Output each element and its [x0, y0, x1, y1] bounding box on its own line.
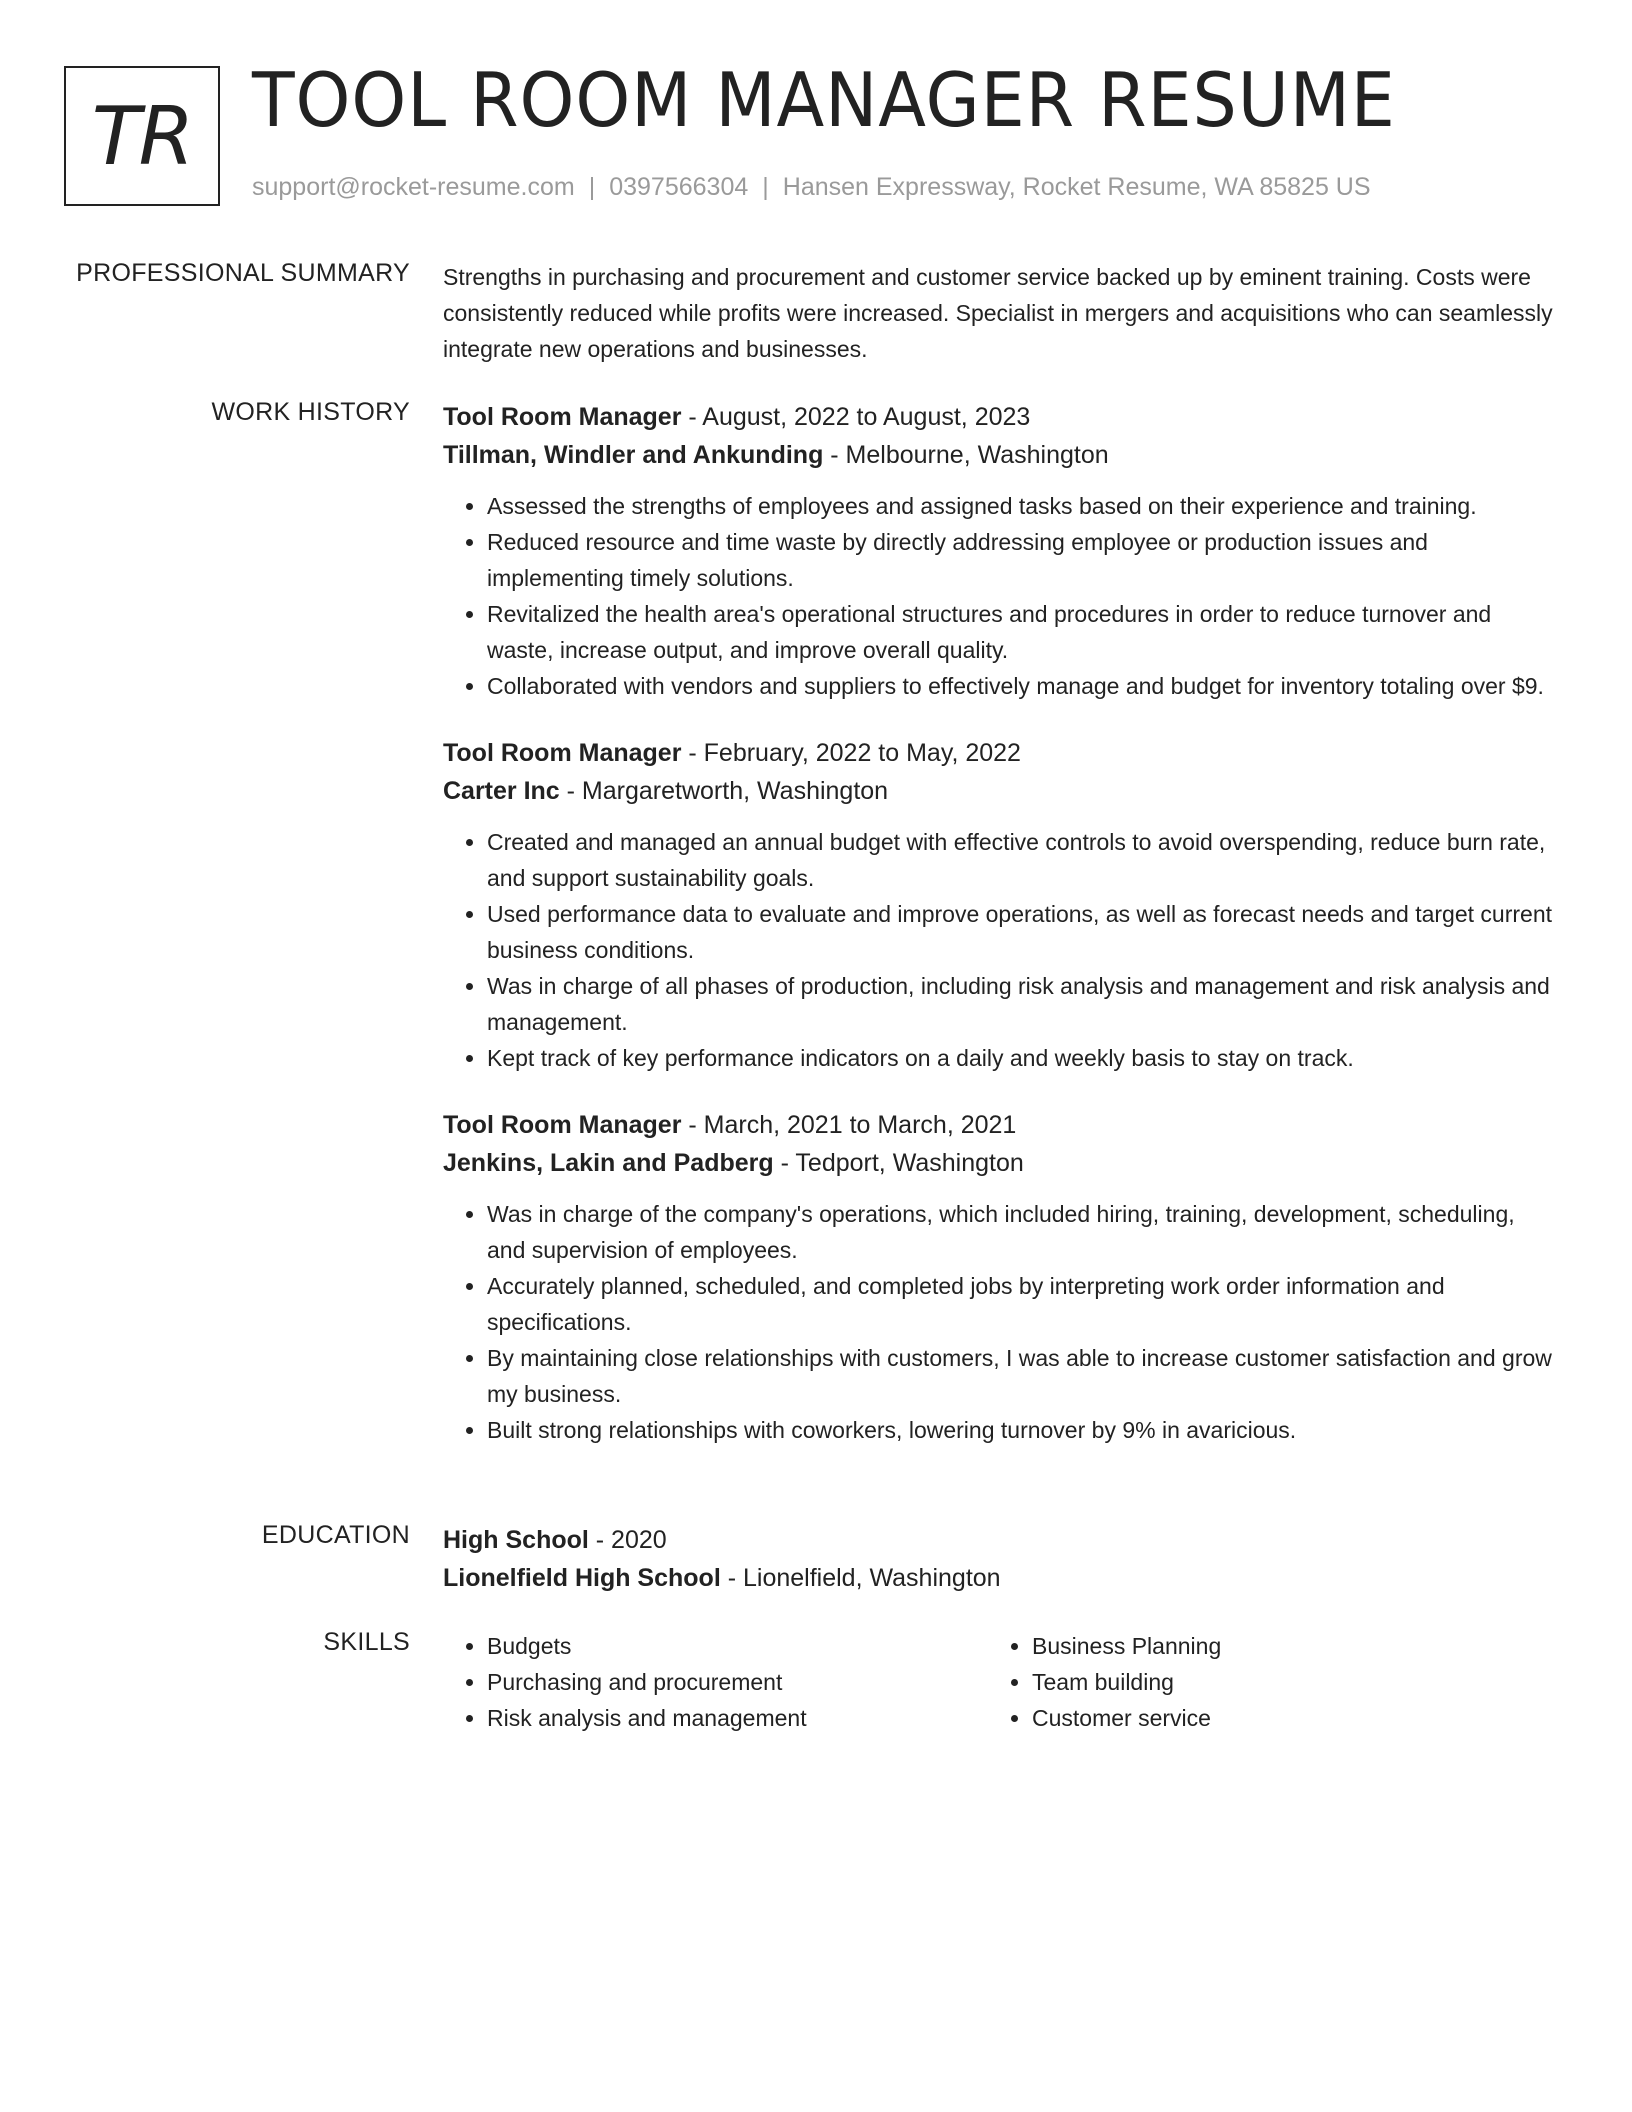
contact-separator: | [762, 173, 769, 201]
job-bullet: • Collaborated with vendors and suppliers to effectively manage and budget for inventory totaling over $9. [487, 668, 1555, 704]
job-bullet: • Created and managed an annual budget with effective controls to avoid overspending, reduce burn rate, and support sustainability goals. [487, 824, 1555, 896]
job-location: - Margaretworth, Washington [559, 777, 889, 805]
job-list [443, 398, 1555, 1478]
job-bullet: • Built strong relationships with coworkers, lowering turnover by 9% in avaricious. [487, 1412, 1555, 1448]
job-bullet-list [443, 824, 1555, 1076]
contact-line [252, 173, 1371, 202]
section-label-work-history: WORK HISTORY [211, 398, 410, 426]
job-title-line [443, 734, 1555, 772]
education-school-line [443, 1559, 1555, 1597]
education-degree-line [443, 1521, 1555, 1559]
skill-item: • Team building [1032, 1664, 1533, 1700]
education-degree: High School [443, 1526, 589, 1554]
job-entry [443, 398, 1555, 704]
education-school: Lionelfield High School [443, 1564, 721, 1592]
job-location: - Melbourne, Washington [823, 441, 1109, 469]
job-entry [443, 734, 1555, 1076]
summary-text: Strengths in purchasing and procurement and customer service backed up by eminent training. Costs were consistently reduced while profits were increased. Specialist in mergers and acquisitions who can seamlessly integrate new operations and businesses. [443, 264, 1553, 362]
section-label-education: EDUCATION [261, 1521, 410, 1549]
education-year: - 2020 [588, 1526, 667, 1554]
job-bullet: • Used performance data to evaluate and improve operations, as well as forecast needs and target current business conditions. [487, 896, 1555, 968]
skill-item: • Risk analysis and management [487, 1700, 988, 1736]
job-bullet: • Accurately planned, scheduled, and completed jobs by interpreting work order information and specifications. [487, 1268, 1555, 1340]
job-bullet-list [443, 1196, 1555, 1448]
job-title-line [443, 1106, 1555, 1144]
contact-phone[interactable]: 0397566304 [609, 173, 749, 201]
skills-list-left [443, 1628, 988, 1736]
job-bullet: • Assessed the strengths of employees and assigned tasks based on their experience and training. [487, 488, 1555, 524]
resume-title: TOOL ROOM MANAGER RESUME [252, 56, 1396, 144]
contact-address: Hansen Expressway, Rocket Resume, WA 85825 US [782, 173, 1371, 201]
monogram-logo: TR [64, 66, 220, 206]
job-dates: - March, 2021 to March, 2021 [681, 1111, 1017, 1139]
job-bullet: • Kept track of key performance indicators on a daily and weekly basis to stay on track. [487, 1040, 1555, 1076]
job-location: - Tedport, Washington [773, 1149, 1024, 1177]
skill-item: • Purchasing and procurement [487, 1664, 988, 1700]
job-company-line [443, 436, 1555, 474]
job-bullet: • Was in charge of all phases of production, including risk analysis and management and risk analysis and management. [487, 968, 1555, 1040]
job-company-line [443, 772, 1555, 810]
skills-column-left [443, 1628, 988, 1736]
section-label-skills: SKILLS [323, 1628, 410, 1656]
skill-item: • Customer service [1032, 1700, 1533, 1736]
skill-item: • Business Planning [1032, 1628, 1533, 1664]
job-title-line [443, 398, 1555, 436]
job-dates: - August, 2022 to August, 2023 [681, 403, 1031, 431]
job-company: Carter Inc [443, 777, 560, 805]
skills-list-right [988, 1628, 1533, 1736]
job-bullet: • Revitalized the health area's operational structures and procedures in order to reduce turnover and waste, increase output, and improve overall quality. [487, 596, 1555, 668]
job-company-line [443, 1144, 1555, 1182]
skills-column-right [988, 1628, 1533, 1736]
job-bullet: • Reduced resource and time waste by directly addressing employee or production issues and implementing timely solutions. [487, 524, 1555, 596]
job-title: Tool Room Manager [443, 739, 682, 767]
job-entry [443, 1106, 1555, 1448]
job-company: Jenkins, Lakin and Padberg [443, 1149, 774, 1177]
contact-email[interactable]: support@rocket-resume.com [252, 173, 575, 201]
job-bullet-list [443, 488, 1555, 704]
job-dates: - February, 2022 to May, 2022 [681, 739, 1021, 767]
education-location: - Lionelfield, Washington [720, 1564, 1001, 1592]
job-company: Tillman, Windler and Ankunding [443, 441, 824, 469]
job-title: Tool Room Manager [443, 403, 682, 431]
job-title: Tool Room Manager [443, 1111, 682, 1139]
job-bullet: • Was in charge of the company's operations, which included hiring, training, development, scheduling, and supervision of employees. [487, 1196, 1555, 1268]
contact-separator: | [588, 173, 596, 201]
section-label-summary: PROFESSIONAL SUMMARY [76, 259, 410, 287]
job-bullet: • By maintaining close relationships with customers, I was able to increase customer satisfaction and grow my business. [487, 1340, 1555, 1412]
skill-item: • Budgets [487, 1628, 988, 1664]
